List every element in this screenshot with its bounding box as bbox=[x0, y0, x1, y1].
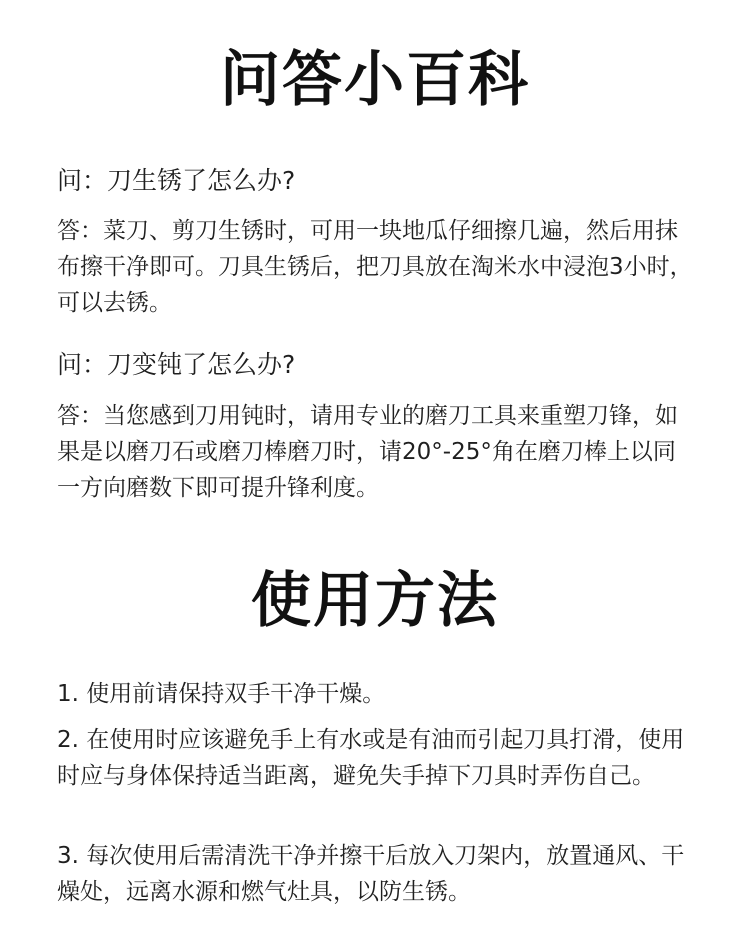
faq-answer-rust: 答：菜刀、剪刀生锈时，可用一块地瓜仔细擦几遍，然后用抹布擦干净即可。刀具生锈后，把刀具放在淘米水中浸泡3小时，可以去锈。 bbox=[57, 218, 693, 316]
usage-step-2: 2. 在使用时应该避免手上有水或是有油而引起刀具打滑，使用时应与身体保持适当距离，避免失手掉下刀具时弄伤自己。 bbox=[57, 727, 685, 789]
faq-answer-dull: 答：当您感到刀用钝时，请用专业的磨刀工具来重塑刀锋，如果是以磨刀石或磨刀棒磨刀时，请20°-25°角在磨刀棒上以同一方向磨数下即可提升锋利度。 bbox=[57, 403, 678, 501]
faq-section-title: 问答小百科 bbox=[220, 45, 530, 115]
faq-question-dull: 问：刀变钝了怎么办? bbox=[57, 350, 296, 379]
usage-step-1: 1. 使用前请保持双手干净干燥。 bbox=[57, 681, 386, 707]
faq-question-rust: 问：刀生锈了怎么办? bbox=[57, 166, 296, 195]
usage-step-3: 3. 每次使用后需清洗干净并擦干后放入刀架内，放置通风、干燥处，远离水源和燃气灶具，以防生锈。 bbox=[57, 843, 685, 905]
usage-section-title: 使用方法 bbox=[251, 566, 499, 636]
